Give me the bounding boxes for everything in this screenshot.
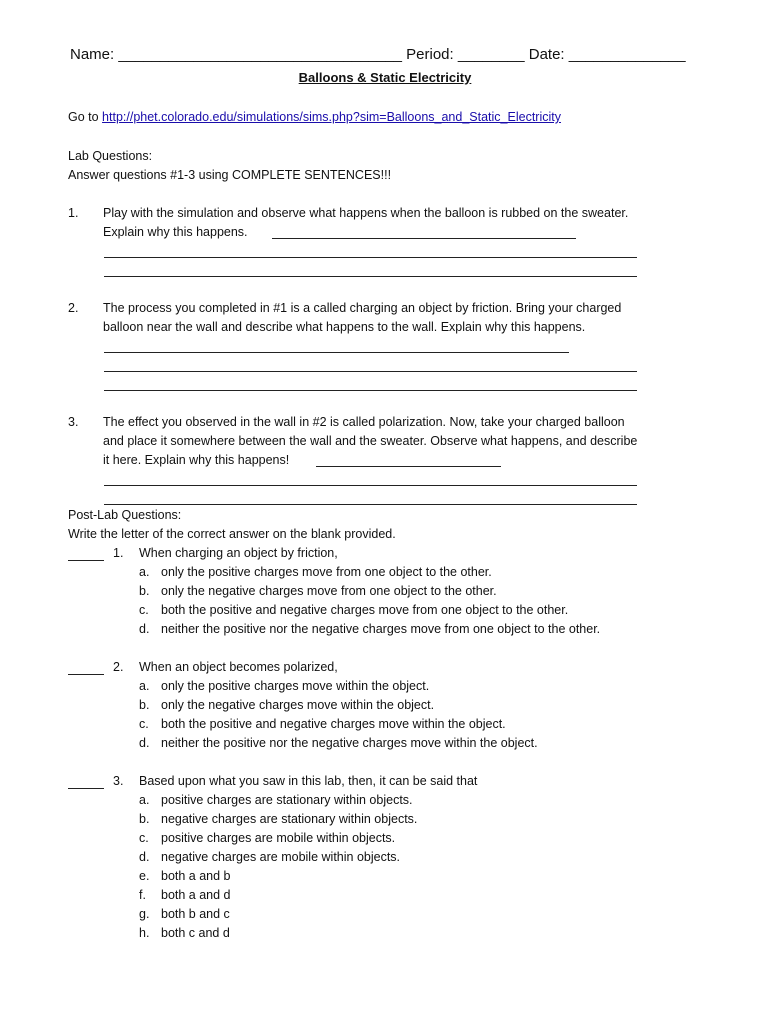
post-q2-option-letter: b. — [139, 698, 150, 712]
answer-blank[interactable] — [68, 560, 104, 561]
answer-line[interactable] — [272, 238, 576, 239]
post-q2-number: 2. — [113, 660, 124, 674]
lab-q1-number: 1. — [68, 206, 79, 220]
name-period-date-line: Name: __________________________________ Period: ________ Date: ______________ — [70, 46, 686, 63]
answer-line[interactable] — [316, 466, 501, 467]
post-q3-number: 3. — [113, 774, 124, 788]
post-q3-option-letter: g. — [139, 907, 150, 921]
phet-link[interactable]: http://phet.colorado.edu/simulations/sims.php?sim=Balloons_and_Static_Electricity — [102, 110, 561, 124]
post-q3-option-letter: e. — [139, 869, 150, 883]
post-q1-option-letter: b. — [139, 584, 150, 598]
post-q2-option-text: only the positive charges move within the object. — [161, 679, 430, 693]
post-q2-option-text: only the negative charges move within the object. — [161, 698, 435, 712]
lab-q2-number: 2. — [68, 301, 79, 315]
post-q1-number: 1. — [113, 546, 124, 560]
post-q2-option-letter: a. — [139, 679, 150, 693]
post-q3-option-text: negative charges are mobile within objects. — [161, 850, 401, 864]
post-q2-stem: When an object becomes polarized, — [139, 660, 338, 674]
post-q3-option-text: positive charges are stationary within objects. — [161, 793, 413, 807]
lab-q1-line1: Play with the simulation and observe what happens when the balloon is rubbed on the sweater. — [103, 206, 629, 220]
answer-line[interactable] — [104, 371, 637, 372]
post-q3-option-text: both c and d — [161, 926, 230, 940]
intro-line — [68, 110, 561, 124]
post-q1-option-letter: d. — [139, 622, 150, 636]
post-q1-option-text: only the negative charges move from one object to the other. — [161, 584, 497, 598]
post-q3-option-letter: b. — [139, 812, 150, 826]
post-q3-option-text: both a and d — [161, 888, 231, 902]
answer-line[interactable] — [104, 485, 637, 486]
post-q1-stem: When charging an object by friction, — [139, 546, 338, 560]
post-q3-option-letter: f. — [139, 888, 146, 902]
lab-q3-line1: The effect you observed in the wall in #2 is called polarization. Now, take your charged balloon — [103, 415, 625, 429]
post-q2-option-letter: c. — [139, 717, 149, 731]
lab-q2-line1: The process you completed in #1 is a called charging an object by friction. Bring your charged — [103, 301, 622, 315]
lab-heading: Lab Questions: — [68, 149, 153, 163]
post-q1-option-letter: a. — [139, 565, 150, 579]
post-q2-option-letter: d. — [139, 736, 150, 750]
worksheet-title: Balloons & Static Electricity — [298, 70, 472, 85]
post-q3-option-letter: d. — [139, 850, 150, 864]
answer-line[interactable] — [104, 352, 569, 353]
answer-blank[interactable] — [68, 674, 104, 675]
answer-line[interactable] — [104, 390, 637, 391]
lab-instruction: Answer questions #1-3 using COMPLETE SENTENCES!!! — [68, 168, 392, 182]
post-q3-option-letter: a. — [139, 793, 150, 807]
post-q2-option-text: both the positive and negative charges move within the object. — [161, 717, 506, 731]
post-q1-option-letter: c. — [139, 603, 149, 617]
post-q3-option-text: positive charges are mobile within objects. — [161, 831, 396, 845]
lab-q3-line3: it here. Explain why this happens! — [103, 453, 290, 467]
post-q1-option-text: only the positive charges move from one object to the other. — [161, 565, 492, 579]
post-q3-option-text: negative charges are stationary within objects. — [161, 812, 418, 826]
post-q3-option-text: both a and b — [161, 869, 231, 883]
answer-line[interactable] — [104, 276, 637, 277]
post-q2-option-text: neither the positive nor the negative charges move within the object. — [161, 736, 538, 750]
post-heading: Post-Lab Questions: — [68, 508, 182, 522]
post-q1-option-text: both the positive and negative charges move from one object to the other. — [161, 603, 569, 617]
post-q3-option-text: both b and c — [161, 907, 230, 921]
answer-line[interactable] — [104, 257, 637, 258]
post-q3-stem: Based upon what you saw in this lab, then, it can be said that — [139, 774, 478, 788]
lab-q3-number: 3. — [68, 415, 79, 429]
answer-blank[interactable] — [68, 788, 104, 789]
lab-q2-line2: balloon near the wall and describe what happens to the wall. Explain why this happens. — [103, 320, 586, 334]
post-q1-option-text: neither the positive nor the negative charges move from one object to the other. — [161, 622, 601, 636]
post-q3-option-letter: c. — [139, 831, 149, 845]
lab-q3-line2: and place it somewhere between the wall and the sweater. Observe what happens, and describe — [103, 434, 638, 448]
answer-line[interactable] — [104, 504, 637, 505]
go-to-text: Go to — [68, 110, 103, 124]
post-instruction: Write the letter of the correct answer on the blank provided. — [68, 527, 396, 541]
lab-q1-line2: Explain why this happens. — [103, 225, 248, 239]
post-q3-option-letter: h. — [139, 926, 150, 940]
